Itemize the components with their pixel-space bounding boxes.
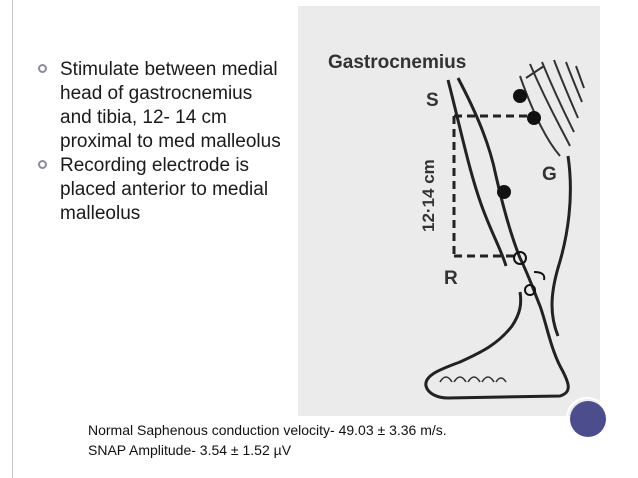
ring-bullet-icon (38, 160, 47, 169)
label-s: S (426, 90, 439, 111)
leg-diagram-svg (298, 6, 600, 416)
distance-label: 12·14 cm (419, 159, 438, 232)
label-g: G (542, 164, 557, 185)
bullet-text: Stimulate between medial head of gastrocnemius and tibia, 12- 14 cm proximal to med malleolus (60, 59, 281, 152)
electrode-dot-3 (497, 185, 511, 199)
label-r: R (444, 268, 458, 289)
bullet-item-recording (38, 154, 288, 226)
bullet-list (38, 58, 288, 226)
bullet-item-stimulate (38, 58, 288, 154)
footnote (88, 420, 558, 460)
bullet-text: Recording electrode is placed anterior to medial malleolus (60, 155, 269, 224)
conduction-velocity-text: Normal Saphenous conduction velocity- 49.03 ± 3.36 m/s. (88, 422, 447, 438)
left-border-line (12, 0, 13, 478)
corner-circle-decoration (570, 401, 606, 437)
electrode-dot-1 (513, 89, 527, 103)
ring-bullet-icon (38, 64, 47, 73)
electrode-dot-2 (527, 111, 541, 125)
figure-title: Gastrocnemius (328, 52, 467, 73)
leg-diagram-figure (298, 6, 600, 416)
snap-amplitude-text: SNAP Amplitude- 3.54 ± 1.52 µV (88, 442, 292, 458)
